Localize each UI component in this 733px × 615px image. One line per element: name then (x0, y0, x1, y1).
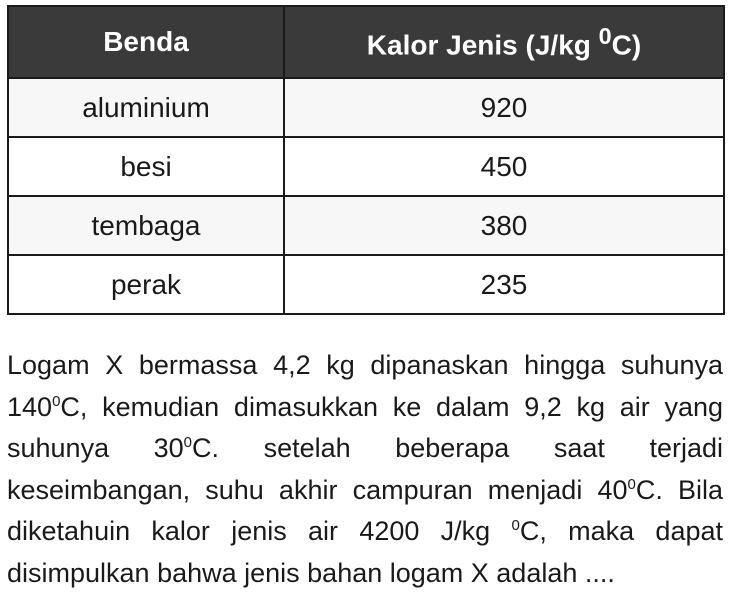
question-text-4: C. Bila diketahuin kalor jenis air 4200 J/kg (7, 474, 723, 546)
cell-kalor: 920 (284, 78, 724, 137)
cell-benda: aluminium (8, 78, 284, 137)
cell-benda: besi (8, 137, 284, 196)
header-benda: Benda (8, 6, 284, 78)
table-row (8, 78, 724, 137)
cell-kalor: 380 (284, 196, 724, 255)
cell-kalor: 450 (284, 137, 724, 196)
question-text-5: C, maka dapat disimpulkan bahwa jenis bahan logam X adalah .... (7, 516, 723, 588)
question-text-3: C. setelah beberapa saat terjadi keseimbangan, suhu akhir campuran menjadi 40 (7, 433, 723, 505)
degree-sup-3: 0 (627, 475, 636, 493)
question-text-1: Logam X bermassa 4,2 kg dipanaskan hingga suhunya 140 (7, 350, 723, 422)
cell-benda: tembaga (8, 196, 284, 255)
cell-kalor: 235 (284, 255, 724, 314)
table-row (8, 137, 724, 196)
degree-sup-4: 0 (511, 517, 520, 534)
specific-heat-table (7, 5, 725, 315)
header-kalor-jenis-text: Kalor Jenis (J/kg (366, 29, 599, 61)
header-kalor-jenis-unit: C) (611, 29, 642, 61)
header-degree-sup: 0 (598, 22, 612, 49)
cell-benda: perak (8, 255, 284, 314)
header-kalor-jenis (284, 6, 724, 78)
question-paragraph (7, 345, 723, 594)
table-row (8, 196, 724, 255)
degree-sup-2: 0 (183, 434, 193, 451)
table-body (8, 78, 724, 314)
specific-heat-table-container (7, 5, 723, 315)
degree-sup-1: 0 (52, 392, 61, 410)
question-text-2: C, kemudian dimasukkan ke dalam 9,2 kg air yang suhunya 30 (7, 391, 723, 463)
table-row (8, 255, 724, 314)
table-header (8, 6, 724, 78)
table-header-row (8, 6, 724, 78)
